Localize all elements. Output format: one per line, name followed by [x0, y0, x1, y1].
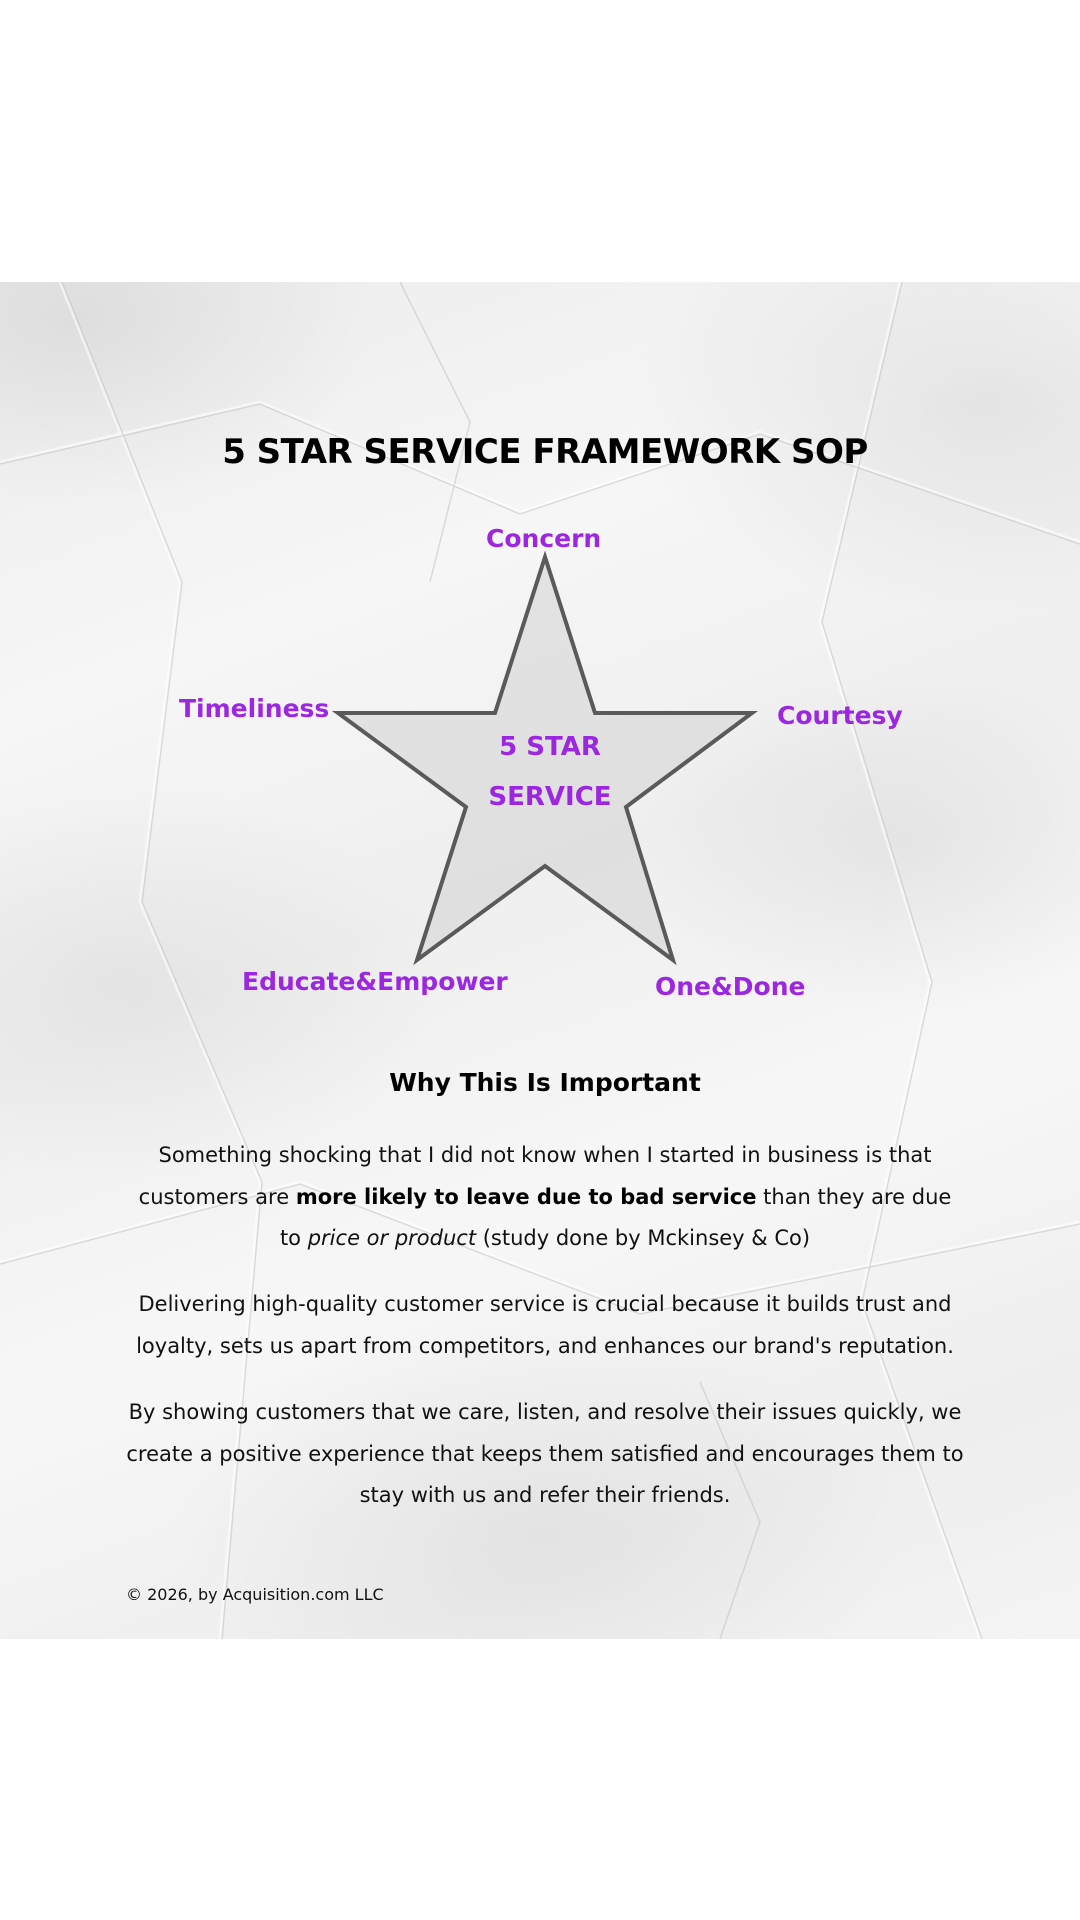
- paragraph-positive-experience: By showing customers that we care, listen, and resolve their issues quickly, we create a positive experience that keeps them satisfied and encourages them to stay with us and refer their friends.: [126, 1400, 964, 1507]
- star-center-label: [440, 722, 660, 822]
- section-heading: Why This Is Important: [389, 1068, 701, 1097]
- paragraph1-bold: more likely to leave due to bad service: [295, 1184, 757, 1209]
- center-label-line1: 5 STAR: [499, 732, 601, 762]
- star-label-timeliness: Timeliness: [179, 694, 330, 723]
- center-label-line2: SERVICE: [488, 782, 612, 812]
- paragraph-mckinsey-study: [125, 1135, 965, 1260]
- paragraph1-text-a: Something shocking that I did not know when I started in business is that customers are: [138, 1143, 932, 1209]
- star-label-courtesy: Courtesy: [777, 701, 903, 730]
- copyright-footer: © 2026, by Acquisition.com LLC: [126, 1585, 384, 1604]
- document-page: [0, 282, 1080, 1639]
- star-label-educate-empower: Educate&Empower: [242, 967, 508, 996]
- paragraph-quality-service: Delivering high-quality customer service is crucial because it builds trust and loyalty, sets us apart from competitors, and enhances our brand's reputation.: [136, 1292, 954, 1358]
- star-label-concern: Concern: [486, 524, 602, 553]
- paragraph1-italic: price or product: [307, 1226, 477, 1250]
- page-title: 5 STAR SERVICE FRAMEWORK SOP: [222, 432, 868, 472]
- paragraph1-text-c: (study done by Mckinsey & Co): [476, 1226, 811, 1250]
- star-label-one-done: One&Done: [655, 972, 806, 1001]
- paragraph1-text-b: than they are due to: [279, 1184, 952, 1250]
